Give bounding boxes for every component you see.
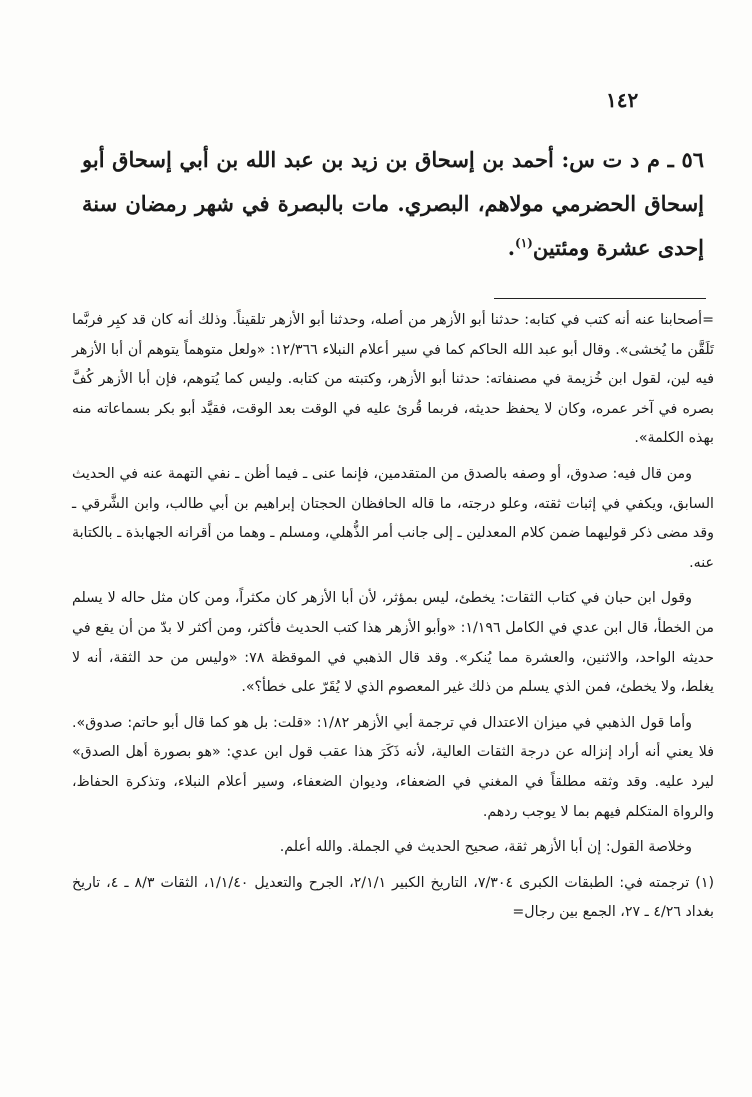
footnote-divider [494, 298, 706, 299]
entry-text: ٥٦ ـ م د ت س: أحمد بن إسحاق بن زيد بن عبد الله بن أبي إسحاق أبو إسحاق الحضرمي مولاهم، البصري. مات بالبصرة في شهر رمضان سنة إحدى عشرة ومئتين [82, 147, 704, 260]
footnotes-section [72, 306, 714, 934]
footnote-reference[interactable]: (١) [515, 236, 533, 250]
entry-end: . [507, 235, 516, 260]
footnote-paragraph: وأما قول الذهبي في ميزان الاعتدال في ترجمة أبي الأزهر ١/٨٢: «قلت: بل هو كما قال أبو حاتم: صدوق». فلا يعني أنه أراد إنزاله عن درجة الثقات العالية، لأنه ذَكَرَ هذا عقب قول ابن عدي: «هو بصورة أهل الصدق» ليرد عليه. وقد وثقه مطلقاً في المغني في الضعفاء، وديوان الضعفاء، وسير أعلام النبلاء، وتذكرة الحفاظ، والرواة المتكلم فيهم بما لا يوجب ردهم. [72, 714, 714, 820]
biography-entry [82, 138, 704, 270]
footnote-paragraph: وقول ابن حبان في كتاب الثقات: يخطئ، ليس بمؤثر، لأن أبا الأزهر كان مكثراً، ومن كان مثل حاله لا يسلم من الخطأ، قال ابن عدي في الكامل ١/١٩٦: «وأبو الأزهر هذا كتب الحديث فأكثر، ومن أكثر لا بدّ من أن يقع في حديثه الواحد، والاثنين، والعشرة مما يُنكر». وقد قال الذهبي في الموقظة ٧٨: «وليس من حد الثقة، أنه لا يغلط، ولا يخطئ، فمن الذي يسلم من ذلك غير المعصوم الذي لا يُقَرّ على خطأ؟». [72, 590, 714, 696]
footnote-bibliography: (١) ترجمته في: الطبقات الكبرى ٧/٣٠٤، التاريخ الكبير ٢/١/١، الجرح والتعديل ١/١/٤٠، الثقات ٨/٣ ـ ٤، تاريخ بغداد ٤/٢٦ ـ ٢٧، الجمع بين رجال= [72, 874, 714, 921]
page-number: ١٤٢ [606, 88, 639, 112]
footnote-conclusion: وخلاصة القول: إن أبا الأزهر ثقة، صحيح الحديث في الجملة. والله أعلم. [279, 839, 692, 856]
footnote-continuation: =أصحابنا عنه أنه كتب في كتابه: حدثنا أبو الأزهر من أصله، وحدثنا أبو الأزهر تلقيناً. وذلك أنه كان قد كبِر فربَّما تَلَقَّن ما يُخشى». وقال أبو عبد الله الحاكم كما في سير أعلام النبلاء ١٢/٣٦٦: «ولعل متوهماً يتوهم أن أبا الأزهر فيه لين، لقول ابن خُزيمة في مصنفاته: حدثنا أبو الأزهر، وكتبته من كتابه. وليس كما يُتوهم، فإن أبا الأزهر كُفَّ بصره في آخر عمره، وكان لا يحفظ حديثه، فربما قُرئ عليه في الوقت بعد الوقت، فقيَّد أبو بكر بسماعاته منه بهذه الكلمة». [72, 312, 714, 447]
footnote-paragraph: ومن قال فيه: صدوق، أو وصفه بالصدق من المتقدمين، فإنما عنى ـ فيما أظن ـ نفي التهمة عنه في الحديث السابق، ويكفي في إثبات ثقته، وعلو درجته، ما قاله الحافظان الحجتان إبراهيم بن أبي طالب، وابن الشَّرقي ـ وقد مضى ذكر قوليهما ضمن كلام المعدلين ـ إلى جانب أمر الذُّهلي، ومسلم ـ وهما من أقرانه الجهابذة ـ بالكتابة عنه. [72, 465, 714, 571]
